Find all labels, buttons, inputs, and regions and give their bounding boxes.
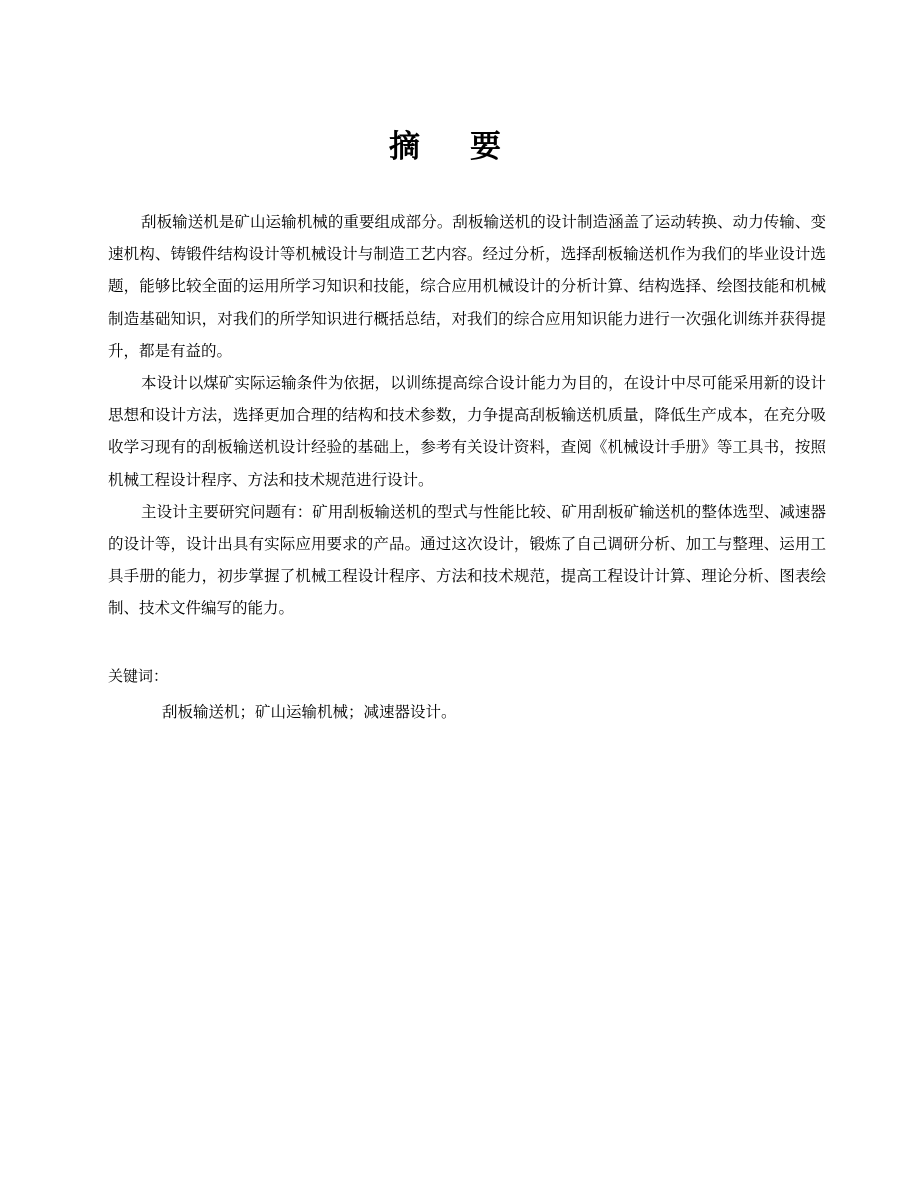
abstract-title: 摘要	[389, 129, 551, 165]
abstract-paragraph-3: 主设计主要研究问题有：矿用刮板输送机的型式与性能比较、矿用刮板矿输送机的整体选型、减速器的设计等，设计出具有实际应用要求的产品。通过这次设计，锻炼了自己调研分析、加工与整理、运用工具手册的能力，初步掌握了机械工程设计程序、方法和技术规范，提高工程设计计算、理论分析、图表绘制、技术文件编写的能力。	[108, 502, 826, 618]
keywords-list: 刮板输送机；矿山运输机械；减速器设计。	[162, 703, 457, 721]
abstract-body	[108, 206, 826, 625]
keywords-label: 关键词：	[108, 667, 169, 685]
abstract-paragraph-1: 刮板输送机是矿山运输机械的重要组成部分。刮板输送机的设计制造涵盖了运动转换、动力传输、变速机构、铸锻件结构设计等机械设计与制造工艺内容。经过分析，选择刮板输送机作为我们的毕业设计选题，能够比较全面的运用所学习知识和技能，综合应用机械设计的分析计算、结构选择、绘图技能和机械制造基础知识，对我们的所学知识进行概括总结，对我们的综合应用知识能力进行一次强化训练并获得提升，都是有益的。	[108, 213, 826, 360]
abstract-paragraph-2: 本设计以煤矿实际运输条件为依据，以训练提高综合设计能力为目的，在设计中尽可能采用新的设计思想和设计方法，选择更加合理的结构和技术参数，力争提高刮板输送机质量，降低生产成本，在充分吸收学习现有的刮板输送机设计经验的基础上，参考有关设计资料，查阅《机械设计手册》等工具书，按照机械工程设计程序、方法和技术规范进行设计。	[108, 374, 826, 489]
